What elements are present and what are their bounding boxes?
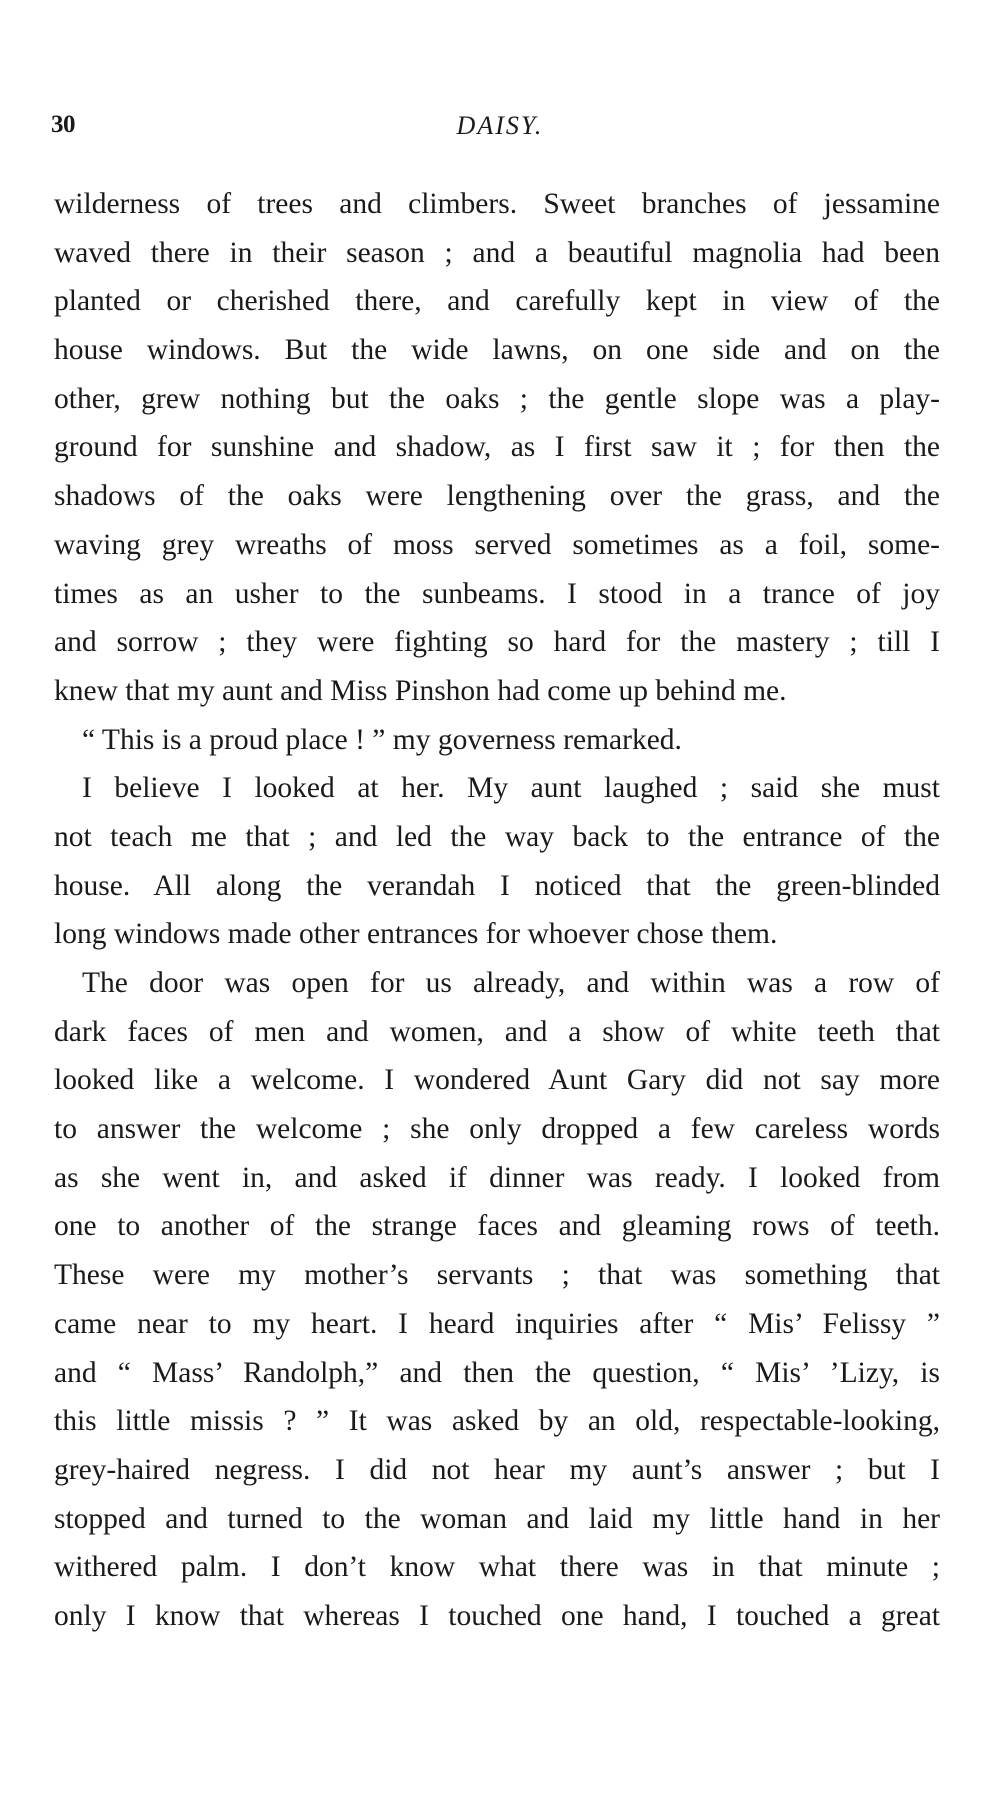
text-line: wilderness of trees and climbers. Sweet branches of jessamine bbox=[54, 188, 940, 220]
text-line: and sorrow ; they were fighting so hard for the mastery ; till I bbox=[54, 626, 940, 659]
text-line: one to another of the strange faces and gleaming rows of teeth. bbox=[54, 1210, 940, 1243]
text-line: to answer the welcome ; she only dropped a few careless words bbox=[54, 1113, 940, 1146]
text-line: These were my mother’s servants ; that was something that bbox=[54, 1259, 940, 1292]
text-line: stopped and turned to the woman and laid my little hand in her bbox=[54, 1502, 940, 1535]
text-line: this little missis ? ” It was asked by an old, respectable-looking, bbox=[54, 1405, 940, 1438]
text-line: house. All along the verandah I noticed that the green-blinded bbox=[54, 869, 940, 902]
text-line: I believe I looked at her. My aunt laughed ; said she must bbox=[82, 772, 940, 805]
text-line: dark faces of men and women, and a show of white teeth that bbox=[54, 1015, 940, 1048]
body-text bbox=[54, 180, 940, 1641]
text-line: ground for sunshine and shadow, as I first saw it ; for then the bbox=[54, 431, 940, 464]
text-line: waved there in their season ; and a beautiful magnolia had been bbox=[54, 236, 940, 269]
text-line: came near to my heart. I heard inquiries after “ Mis’ Felissy ” bbox=[54, 1307, 940, 1340]
text-line: looked like a welcome. I wondered Aunt Gary did not say more bbox=[54, 1064, 940, 1097]
text-line: planted or cherished there, and carefully kept in view of the bbox=[54, 285, 940, 318]
text-line: only I know that whereas I touched one hand, I touched a great bbox=[54, 1599, 940, 1632]
text-line: and “ Mass’ Randolph,” and then the question, “ Mis’ ’Lizy, is bbox=[54, 1356, 940, 1389]
text-line: The door was open for us already, and within was a row of bbox=[82, 967, 940, 999]
text-line: long windows made other entrances for whoever chose them. bbox=[54, 918, 778, 951]
text-line: grey-haired negress. I did not hear my aunt’s answer ; but I bbox=[54, 1453, 940, 1486]
text-line: “ This is a proud place ! ” my governess remarked. bbox=[82, 723, 682, 756]
text-line: waving grey wreaths of moss served sometimes as a foil, some- bbox=[54, 528, 940, 561]
text-line: as she went in, and asked if dinner was ready. I looked from bbox=[54, 1161, 940, 1194]
text-line: other, grew nothing but the oaks ; the gentle slope was a play- bbox=[54, 382, 940, 415]
text-line: not teach me that ; and led the way back to the entrance of the bbox=[54, 820, 940, 853]
text-line: times as an usher to the sunbeams. I stood in a trance of joy bbox=[54, 577, 940, 610]
text-line: shadows of the oaks were lengthening over the grass, and the bbox=[54, 480, 940, 513]
text-line: house windows. But the wide lawns, on one side and on the bbox=[54, 334, 940, 367]
running-title: DAISY. bbox=[456, 111, 544, 140]
text-line: withered palm. I don’t know what there was in that minute ; bbox=[54, 1551, 940, 1584]
page-number: 30 bbox=[51, 111, 75, 138]
text-line: knew that my aunt and Miss Pinshon had come up behind me. bbox=[54, 674, 787, 707]
